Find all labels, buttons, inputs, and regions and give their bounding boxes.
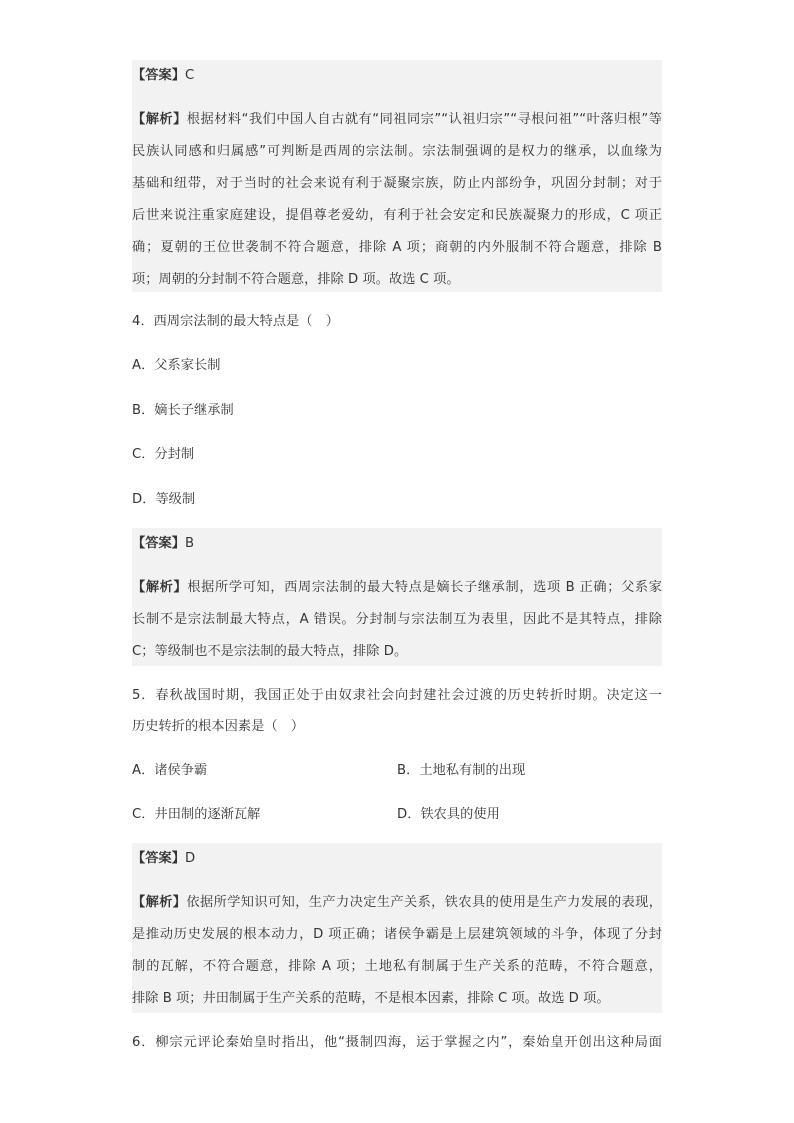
answer-tag: 【答案】: [132, 851, 185, 866]
analysis-tag: 【解析】: [132, 895, 187, 910]
q5-analysis-line-4: 排除 B 项；井田制属于生产关系的范畴，不是根本因素，排除 C 项。故选 D 项。: [132, 991, 610, 1006]
answer-value: B: [184, 536, 195, 551]
q4-solution-panel: [132, 528, 662, 666]
q3-solution-panel: [132, 60, 662, 292]
answer-tag: 【答案】: [132, 536, 185, 551]
q3-analysis-line-2: 民族认同感和归属感”可判断是西周的宗法制。宗法制强调的是权力的继承，以血缘为: [132, 144, 662, 159]
q3-analysis-line-1: 【解析】根据材料“我们中国人自古就有“同祖同宗”“认祖归宗”“寻根问祖”“叶落归根”等: [132, 112, 662, 127]
q5-solution-panel: [132, 843, 662, 1013]
q4-option-a: A．父系家长制: [132, 358, 221, 373]
q5-analysis-line-1: 【解析】依据所学知识可知，生产力决定生产关系，铁农具的使用是生产力发展的表现，: [132, 895, 663, 910]
analysis-tag: 【解析】: [132, 580, 188, 595]
q3-analysis-line-5: 确；夏朝的王位世袭制不符合题意，排除 A 项；商朝的内外服制不符合题意，排除 B: [132, 240, 662, 255]
q5-analysis-line-3: 制的瓦解，不符合题意，排除 A 项；土地私有制属于生产关系的范畴，不符合题意，: [132, 959, 662, 974]
q3-analysis-line-4: 后世来说注重家庭建设，提倡尊老爱幼，有利于社会安定和民族凝聚力的形成，C 项正: [132, 208, 662, 223]
q5-stem-line-1: 5．春秋战国时期，我国正处于由奴隶社会向封建社会过渡的历史转折时期。决定这一: [132, 688, 662, 703]
answer-value: C: [184, 68, 195, 83]
q4-analysis-line-3: C；等级制也不是宗法制的最大特点，排除 D。: [132, 644, 408, 659]
q5-options-row-2: [132, 799, 662, 831]
q4-analysis-line-1: 【解析】根据所学可知，西周宗法制的最大特点是嫡长子继承制，选项 B 正确；父系家: [132, 580, 663, 595]
q5-stem-line-2: 历史转折的根本因素是（ ）: [132, 719, 305, 734]
analysis-tag: 【解析】: [132, 112, 187, 127]
q4-option-c: C．分封制: [132, 447, 195, 462]
q5-options-row-1: [132, 755, 662, 787]
q5-analysis-line-2: 是推动历史发展的根本动力，D 项正确；诸侯争霸是上层建筑领域的斗争，体现了分封: [132, 927, 662, 942]
q5-answer: [132, 843, 195, 875]
q6-stem-line-1: 6．柳宗元评论秦始皇时指出，他“摄制四海，运于掌握之内”，秦始皇开创出这种局面: [132, 1035, 662, 1050]
answer-value: D: [184, 851, 196, 866]
q4-answer: [132, 528, 194, 560]
q4-option-d: D．等级制: [132, 492, 196, 507]
q4-analysis-line-2: 长制不是宗法制最大特点，A 错误。分封制与宗法制互为表里，因此不是其特点，排除: [132, 612, 662, 627]
q3-analysis-line-6: 项；周朝的分封制不符合题意，排除 D 项。故选 C 项。: [132, 272, 460, 287]
q5-option-a: A．诸侯争霸: [132, 763, 208, 778]
q5-option-d: D．铁农具的使用: [397, 807, 500, 822]
q4-stem: 4．西周宗法制的最大特点是（ ）: [132, 314, 340, 329]
answer-tag: 【答案】: [132, 68, 185, 83]
q3-answer: [132, 60, 194, 92]
q4-option-b: B．嫡长子继承制: [132, 403, 234, 418]
q5-option-b: B．土地私有制的出现: [397, 763, 526, 778]
q5-option-c: C．井田制的逐渐瓦解: [132, 807, 261, 822]
q3-analysis-line-3: 基础和纽带，对于当时的社会来说有利于凝聚宗族，防止内部纷争，巩固分封制；对于: [132, 176, 662, 191]
